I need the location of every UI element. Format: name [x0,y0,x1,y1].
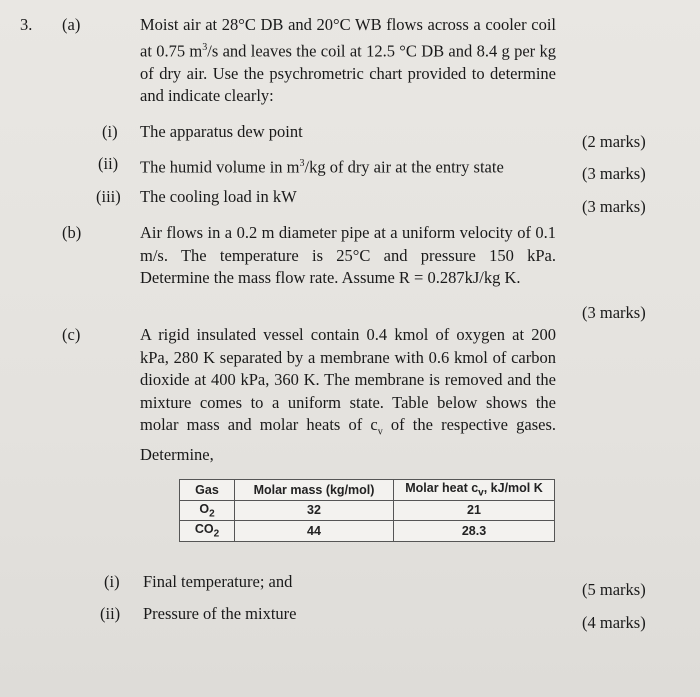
part-b-text: Air flows in a 0.2 m diameter pipe at a uniform velocity of 0.1 m/s. The temperature is 25°C and pressure 150 kPa. Determine the mass flow rate. Assume R = 0.287kJ/kg K. [140,223,556,288]
part-c-item-i-text: Final temperature; and [143,572,293,591]
gas-properties-table [179,479,555,542]
table-header-row [180,480,555,501]
part-c-item-ii-label: (ii) [100,604,121,623]
question-number: 3. [20,15,33,34]
part-a-item-iii-text: The cooling load in kW [140,187,297,206]
table-cell-molar-heat: 21 [394,500,555,521]
table-header-molar-heat: Molar heat $c_v$, kJ/mol K [394,480,555,501]
part-a-item-ii-marks: (3 marks) [582,164,646,183]
table-cell-molar-heat: 28.3 [394,521,555,542]
part-c-item-ii-text: Pressure of the mixture [143,604,297,623]
part-a-item-ii-text: The humid volume in $m^3/kg$ of dry air at the entry state [140,157,504,177]
table-header-gas: Gas [180,480,235,501]
part-c-text: A rigid insulated vessel contain 0.4 kmol of oxygen at 200 kPa, 280 K separated by a membrane with 0.6 kmol of carbon dioxide at 400 kPa, 360 K. The membrane is removed and the mixture comes to a uniform state. Table below shows the molar mass and molar heats of $c_v$ of the respective gases. Determine, [140,325,556,465]
part-a-item-i-label: (i) [102,122,118,141]
part-a-item-ii-label: (ii) [98,154,119,173]
part-a-item-i-marks: (2 marks) [582,132,646,151]
table-cell-gas: $CO_2$ [180,521,235,542]
part-c-item-i-label: (i) [104,572,120,591]
part-a-item-i-text: The apparatus dew point [140,122,303,141]
table-header-molar-mass: Molar mass (kg/mol) [235,480,394,501]
table-row [180,500,555,521]
table-cell-molar-mass: 32 [235,500,394,521]
part-a-label: (a) [62,15,81,34]
part-c-item-ii-marks: (4 marks) [582,613,646,632]
part-a-text: Moist air at 28°C DB and 20°C WB flows across a cooler coil at 0.75 $m^3/s$ and leaves the coil at 12.5 °C DB and 8.4 g per kg of dry air. Use the psychrometric chart provided to determine and indicate clearly: [140,15,556,106]
part-b-marks: (3 marks) [582,303,646,322]
table-cell-molar-mass: 44 [235,521,394,542]
part-c-item-i-marks: (5 marks) [582,580,646,599]
part-b-label: (b) [62,223,82,242]
part-a-item-iii-label: (iii) [96,187,121,206]
table-row [180,521,555,542]
part-c-label: (c) [62,325,81,344]
table-cell-gas: $O_2$ [180,500,235,521]
part-a-item-iii-marks: (3 marks) [582,197,646,216]
